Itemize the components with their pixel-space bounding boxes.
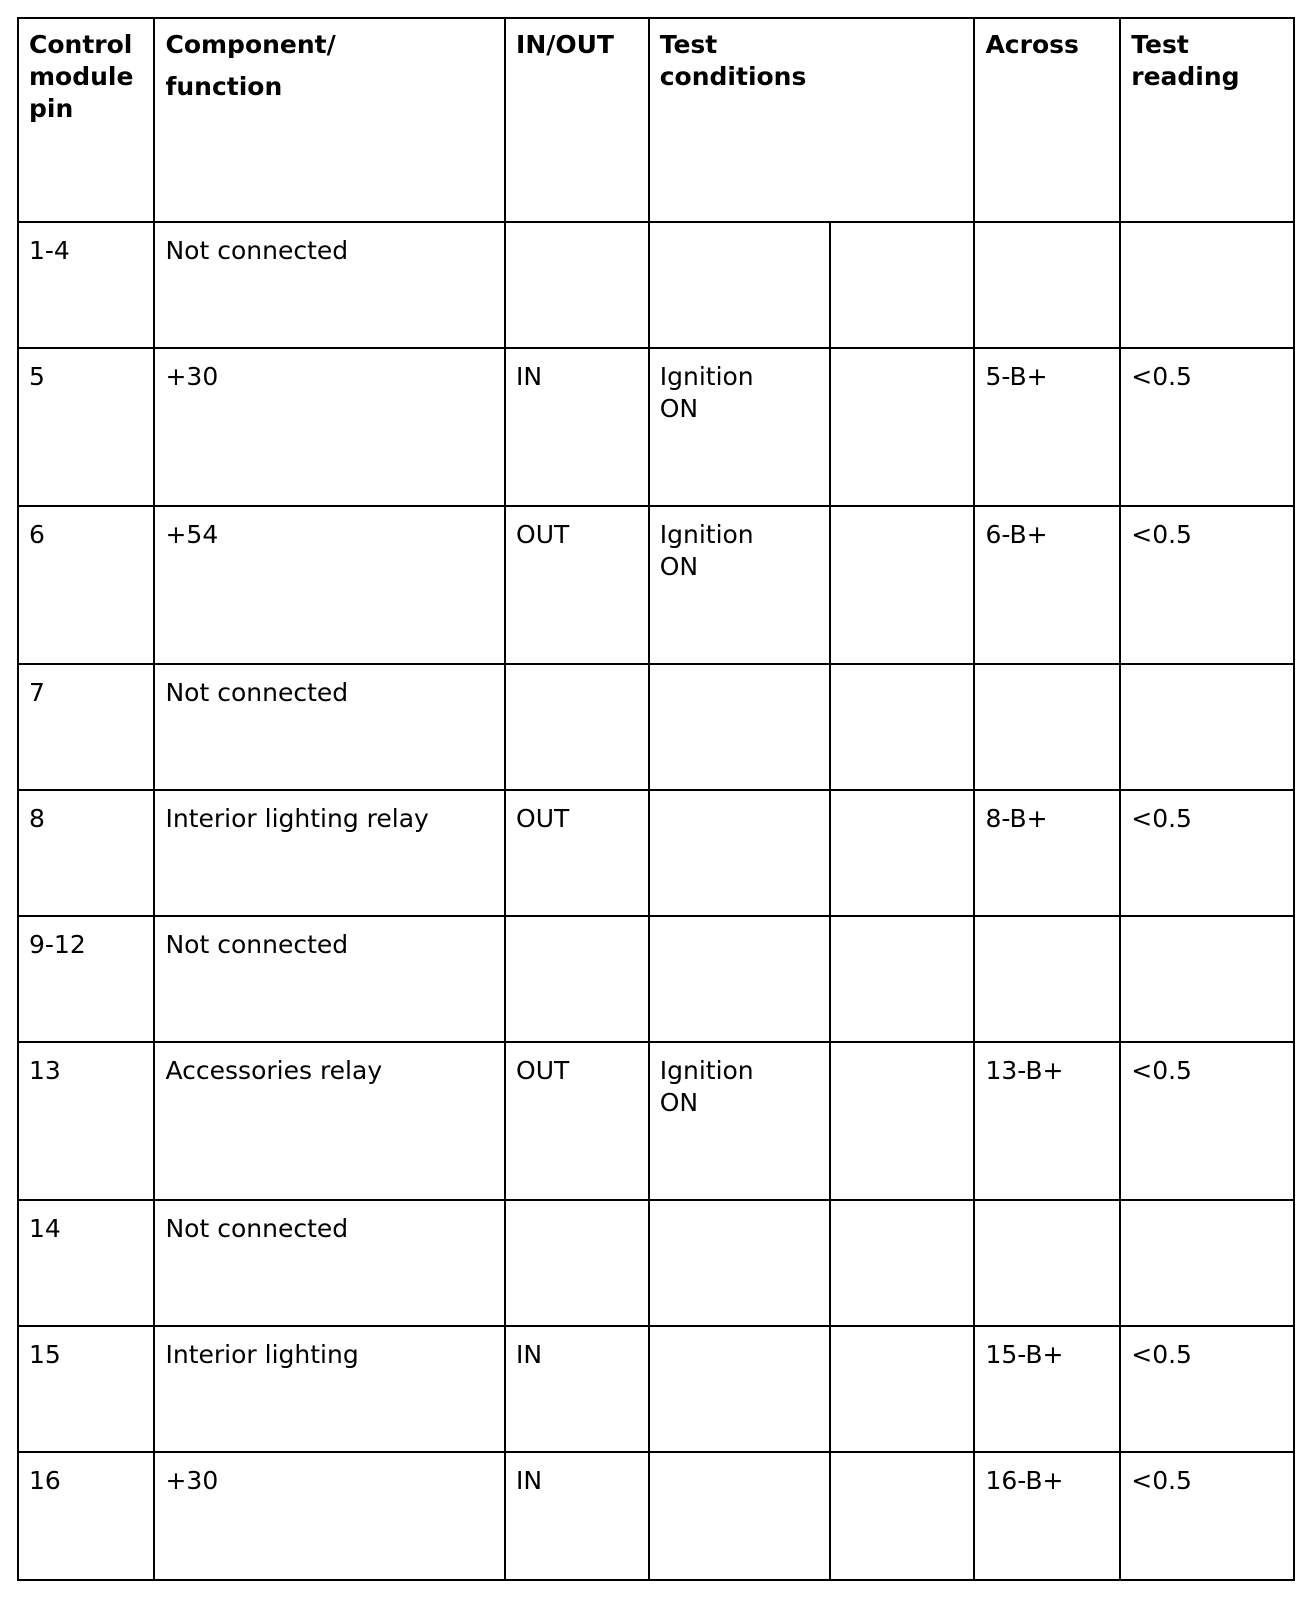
cell-condition (649, 1452, 830, 1580)
cell-across: 6-B+ (974, 506, 1120, 664)
cell-across: 15-B+ (974, 1326, 1120, 1452)
cell-across: 16-B+ (974, 1452, 1120, 1580)
cell-condition-extra (830, 664, 975, 790)
cell-condition-extra (830, 348, 975, 506)
cell-condition (649, 916, 830, 1042)
cell-inout: IN (505, 348, 649, 506)
cell-condition: Ignition ON (649, 506, 830, 664)
table-row (18, 222, 1294, 348)
table-row (18, 1200, 1294, 1326)
cell-reading (1120, 1200, 1294, 1326)
cell-inout (505, 664, 649, 790)
cell-across (974, 222, 1120, 348)
cell-inout (505, 916, 649, 1042)
cell-condition (649, 1326, 830, 1452)
header-test-reading: Test reading (1120, 18, 1294, 222)
cell-reading: <0.5 (1120, 790, 1294, 916)
cell-component: Not connected (154, 1200, 505, 1326)
cell-condition-extra (830, 222, 975, 348)
cell-condition: Ignition ON (649, 348, 830, 506)
table-row (18, 790, 1294, 916)
table-row (18, 1326, 1294, 1452)
cell-reading (1120, 916, 1294, 1042)
cell-inout: OUT (505, 790, 649, 916)
table-row (18, 664, 1294, 790)
table-row (18, 506, 1294, 664)
cell-condition (649, 790, 830, 916)
cell-inout: IN (505, 1326, 649, 1452)
cell-component: Not connected (154, 222, 505, 348)
cell-pin: 6 (18, 506, 154, 664)
cell-across: 5-B+ (974, 348, 1120, 506)
cell-condition-extra (830, 1200, 975, 1326)
cell-across (974, 916, 1120, 1042)
cell-condition-extra (830, 790, 975, 916)
cell-pin: 9-12 (18, 916, 154, 1042)
table-row (18, 1452, 1294, 1580)
cell-condition: Ignition ON (649, 1042, 830, 1200)
cell-condition-extra (830, 506, 975, 664)
cell-inout (505, 1200, 649, 1326)
cell-condition-extra (830, 1042, 975, 1200)
cell-reading: <0.5 (1120, 1326, 1294, 1452)
cell-across: 13-B+ (974, 1042, 1120, 1200)
cell-across (974, 664, 1120, 790)
cell-reading: <0.5 (1120, 506, 1294, 664)
cell-pin: 15 (18, 1326, 154, 1452)
cell-component: +30 (154, 348, 505, 506)
cell-pin: 16 (18, 1452, 154, 1580)
table-row (18, 916, 1294, 1042)
cell-condition-extra (830, 916, 975, 1042)
cell-component: Not connected (154, 916, 505, 1042)
pinout-table (17, 17, 1295, 1581)
cell-inout: IN (505, 1452, 649, 1580)
cell-inout: OUT (505, 1042, 649, 1200)
header-in-out: IN/OUT (505, 18, 649, 222)
cell-reading (1120, 222, 1294, 348)
cell-pin: 7 (18, 664, 154, 790)
cell-pin: 5 (18, 348, 154, 506)
header-control-module-pin: Control module pin (18, 18, 154, 222)
cell-component: +30 (154, 1452, 505, 1580)
cell-component: Accessories relay (154, 1042, 505, 1200)
cell-inout (505, 222, 649, 348)
cell-reading: <0.5 (1120, 1042, 1294, 1200)
header-test-conditions: Test conditions (649, 18, 975, 222)
cell-component: Interior lighting (154, 1326, 505, 1452)
cell-component: Not connected (154, 664, 505, 790)
cell-condition-extra (830, 1452, 975, 1580)
cell-condition (649, 1200, 830, 1326)
cell-inout: OUT (505, 506, 649, 664)
cell-condition-extra (830, 1326, 975, 1452)
header-across: Across (974, 18, 1120, 222)
header-row (18, 18, 1294, 222)
cell-pin: 13 (18, 1042, 154, 1200)
cell-pin: 8 (18, 790, 154, 916)
table-row (18, 1042, 1294, 1200)
cell-pin: 14 (18, 1200, 154, 1326)
cell-pin: 1-4 (18, 222, 154, 348)
cell-reading (1120, 664, 1294, 790)
cell-condition (649, 222, 830, 348)
cell-reading: <0.5 (1120, 1452, 1294, 1580)
table-row (18, 348, 1294, 506)
header-component-function: Component/ function (154, 18, 505, 222)
pinout-table-container (17, 17, 1295, 1581)
cell-component: +54 (154, 506, 505, 664)
cell-condition (649, 664, 830, 790)
cell-reading: <0.5 (1120, 348, 1294, 506)
cell-across (974, 1200, 1120, 1326)
cell-component: Interior lighting relay (154, 790, 505, 916)
cell-across: 8-B+ (974, 790, 1120, 916)
